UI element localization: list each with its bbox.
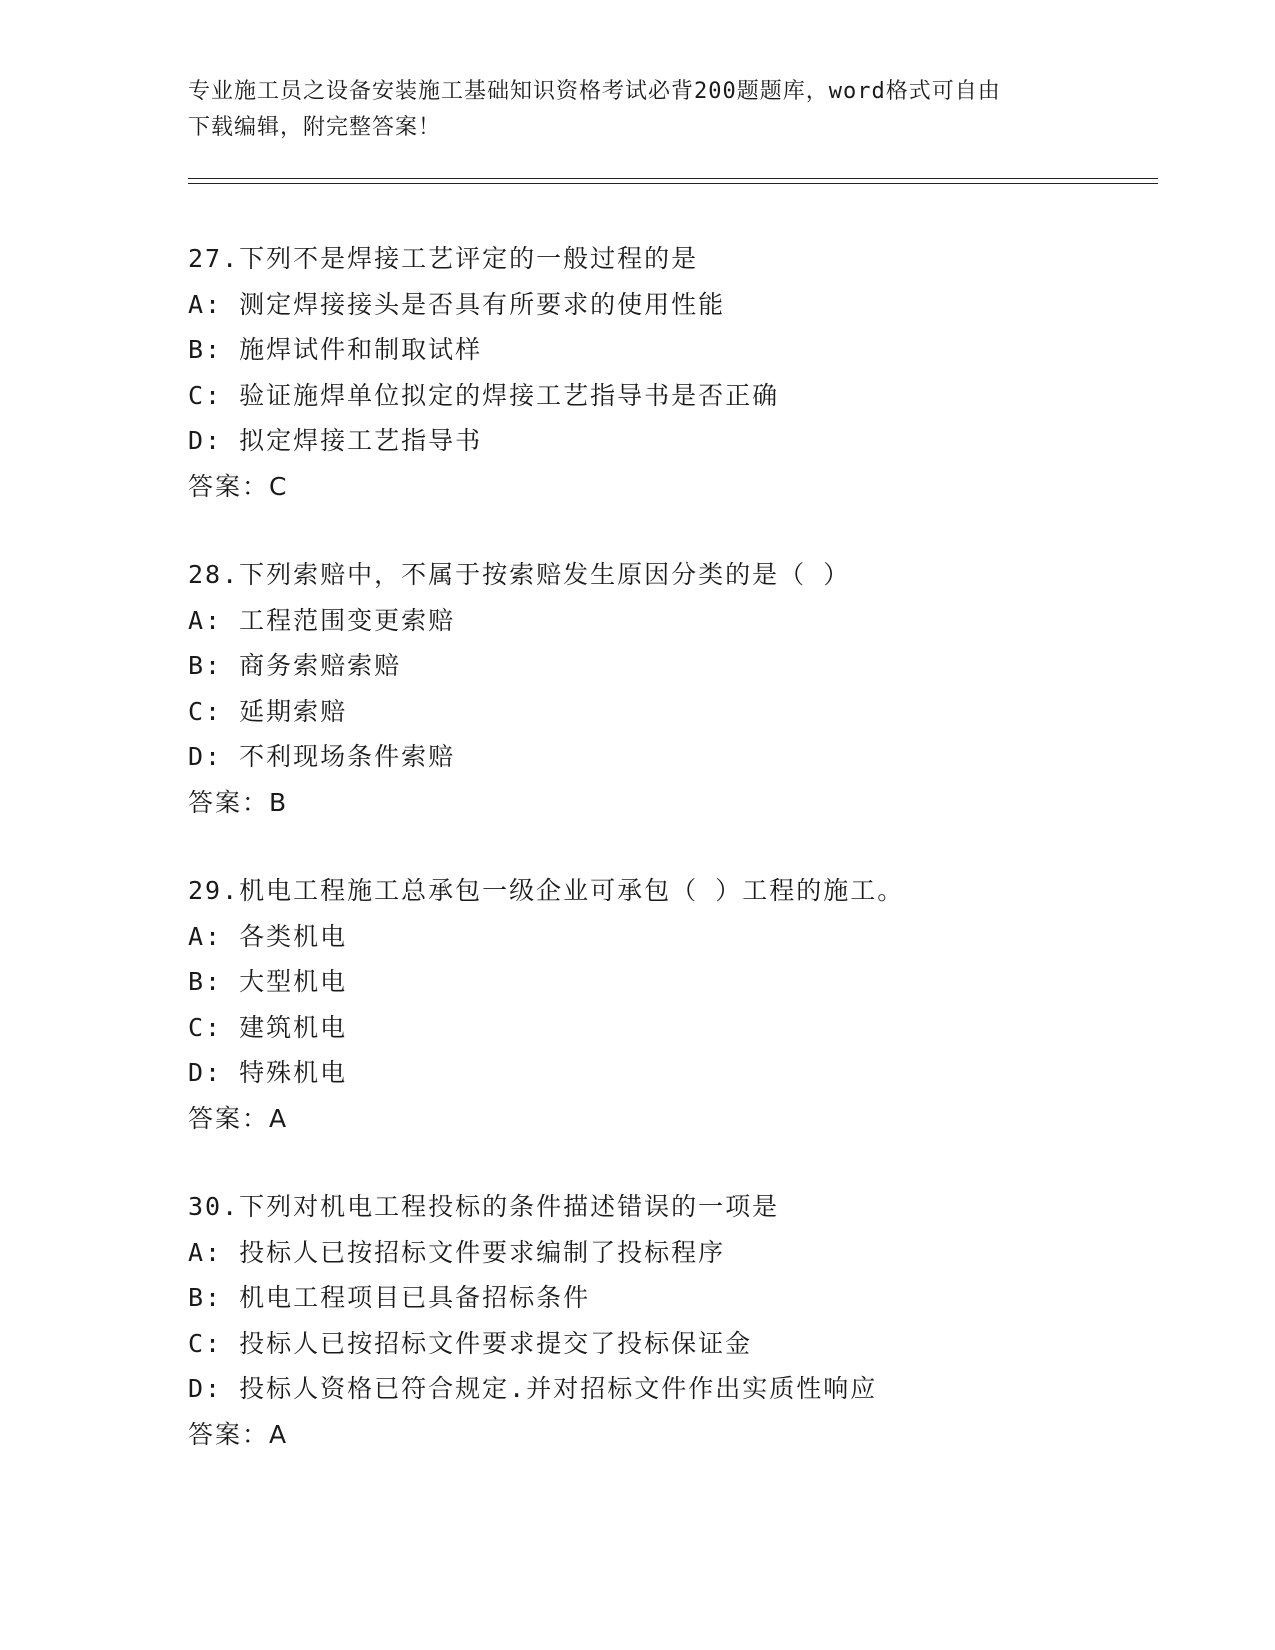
option-a: A: 投标人已按招标文件要求编制了投标程序 <box>188 1237 726 1267</box>
option-d: D: 投标人资格已符合规定.并对招标文件作出实质性响应 <box>188 1374 878 1403</box>
header-divider-top <box>188 178 1158 179</box>
question-stem: 29.机电工程施工总承包一级企业可承包（ ）工程的施工。 <box>188 876 905 905</box>
document-header <box>188 74 1088 146</box>
header-line-2: 下载编辑，附完整答案！ <box>188 115 442 140</box>
question-list <box>188 236 1148 1500</box>
option-c: C: 验证施焊单位拟定的焊接工艺指导书是否正确 <box>188 380 780 410</box>
question-28 <box>188 552 1148 825</box>
option-b: B: 商务索赔索赔 <box>188 651 402 680</box>
question-29 <box>188 868 1148 1141</box>
answer-label: 答案：B <box>188 787 289 817</box>
question-stem: 28.下列索赔中，不属于按索赔发生原因分类的是（ ） <box>188 560 851 589</box>
question-stem: 27.下列不是焊接工艺评定的一般过程的是 <box>188 244 699 273</box>
option-c: C: 建筑机电 <box>188 1012 348 1042</box>
answer-label: 答案：A <box>188 1103 289 1133</box>
option-c: C: 延期索赔 <box>188 696 348 726</box>
question-30 <box>188 1184 1148 1457</box>
header-divider-bottom <box>188 183 1158 184</box>
option-a: A: 工程范围变更索赔 <box>188 605 456 635</box>
question-27 <box>188 236 1148 509</box>
option-a: A: 测定焊接接头是否具有所要求的使用性能 <box>188 289 726 319</box>
option-c: C: 投标人已按招标文件要求提交了投标保证金 <box>188 1328 753 1358</box>
option-b: B: 施焊试件和制取试样 <box>188 335 483 364</box>
question-stem: 30.下列对机电工程投标的条件描述错误的一项是 <box>188 1192 780 1221</box>
option-d: D: 不利现场条件索赔 <box>188 742 456 771</box>
option-b: B: 大型机电 <box>188 967 348 996</box>
option-b: B: 机电工程项目已具备招标条件 <box>188 1283 591 1312</box>
option-d: D: 拟定焊接工艺指导书 <box>188 426 483 455</box>
answer-label: 答案：A <box>188 1419 289 1449</box>
option-a: A: 各类机电 <box>188 921 348 951</box>
answer-label: 答案：C <box>188 471 289 501</box>
option-d: D: 特殊机电 <box>188 1058 348 1087</box>
header-line-1: 专业施工员之设备安装施工基础知识资格考试必背200题题库，word格式可自由 <box>188 79 1001 104</box>
